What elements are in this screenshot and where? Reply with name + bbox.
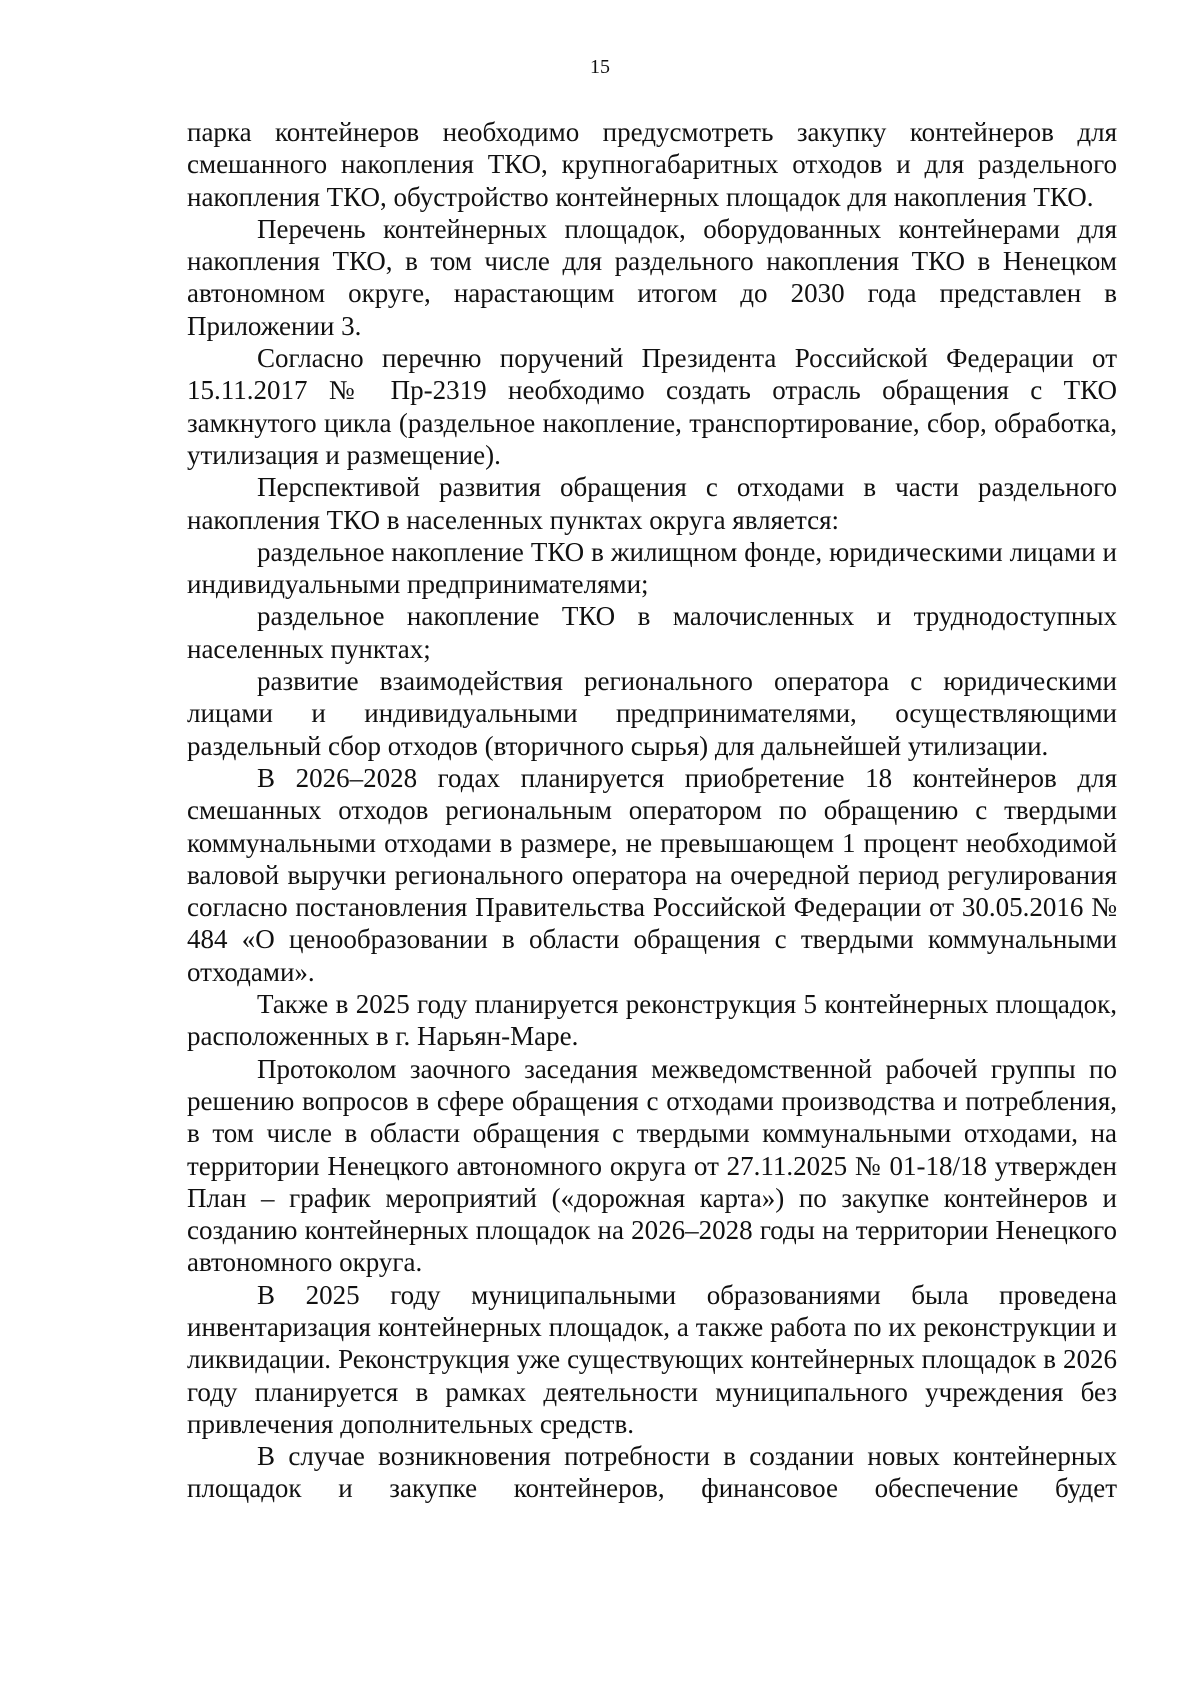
list-item: развитие взаимодействия регионального оператора с юридическими лицами и индивидуальными предпринимателями, осуществляющими раздельный сбор отходов (вторичного сырья) для дальнейшей утилизации. bbox=[187, 666, 1117, 761]
page-number: 15 bbox=[590, 56, 610, 78]
paragraph: Согласно перечню поручений Президента Российской Федерации от 15.11.2017 № Пр-2319 необходимо создать отрасль обращения с ТКО замкнутого цикла (раздельное накопление, транспортирование, сбор, обработка, утилизация и размещение). bbox=[187, 343, 1117, 470]
paragraph: Перспективой развития обращения с отходами в части раздельного накопления ТКО в населенных пунктах округа является: bbox=[187, 472, 1117, 535]
body-text bbox=[187, 116, 1117, 1505]
list-item: раздельное накопление ТКО в малочисленных и труднодоступных населенных пунктах; bbox=[187, 601, 1117, 664]
paragraph: парка контейнеров необходимо предусмотреть закупку контейнеров для смешанного накопления ТКО, крупногабаритных отходов и для раздельного накопления ТКО, обустройство контейнерных площадок для накопления ТКО. bbox=[187, 117, 1117, 212]
paragraph: В 2025 году муниципальными образованиями была проведена инвентаризация контейнерных площадок, а также работа по их реконструкции и ликвидации. Реконструкция уже существующих контейнерных площадок в 2026 году планируется в рамках деятельности муниципального учреждения без привлечения дополнительных средств. bbox=[187, 1279, 1117, 1439]
paragraph: В случае возникновения потребности в создании новых контейнерных площадок и закупке контейнеров, финансовое обеспечение будет bbox=[187, 1441, 1117, 1504]
list-item: раздельное накопление ТКО в жилищном фонде, юридическими лицами и индивидуальными предпринимателями; bbox=[187, 536, 1117, 600]
paragraph: Перечень контейнерных площадок, оборудованных контейнерами для накопления ТКО, в том числе для раздельного накопления ТКО в Ненецком автономном округе, нарастающим итогом до 2030 года представлен в Приложении 3. bbox=[187, 213, 1117, 341]
paragraph: В 2026–2028 годах планируется приобретение 18 контейнеров для смешанных отходов региональным оператором по обращению с твердыми коммунальными отходами в размере, не превышающем 1 процент необходимой валовой выручки регионального оператора на очередной период регулирования согласно постановления Правительства Российской Федерации от 30.05.2016 № 484 «О ценообразовании в области обращения с твердыми коммунальными отходами». bbox=[187, 762, 1117, 987]
paragraph: Протоколом заочного заседания межведомственной рабочей группы по решению вопросов в сфере обращения с отходами производства и потребления, в том числе в области обращения с твердыми коммунальными отходами, на территории Ненецкого автономного округа от 27.11.2025 № 01-18/18 утвержден План – график мероприятий («дорожная карта») по закупке контейнеров и созданию контейнерных площадок на 2026–2028 годы на территории Ненецкого автономного округа. bbox=[187, 1053, 1117, 1278]
paragraph: Также в 2025 году планируется реконструкция 5 контейнерных площадок, расположенных в г. Нарьян-Маре. bbox=[187, 989, 1117, 1052]
